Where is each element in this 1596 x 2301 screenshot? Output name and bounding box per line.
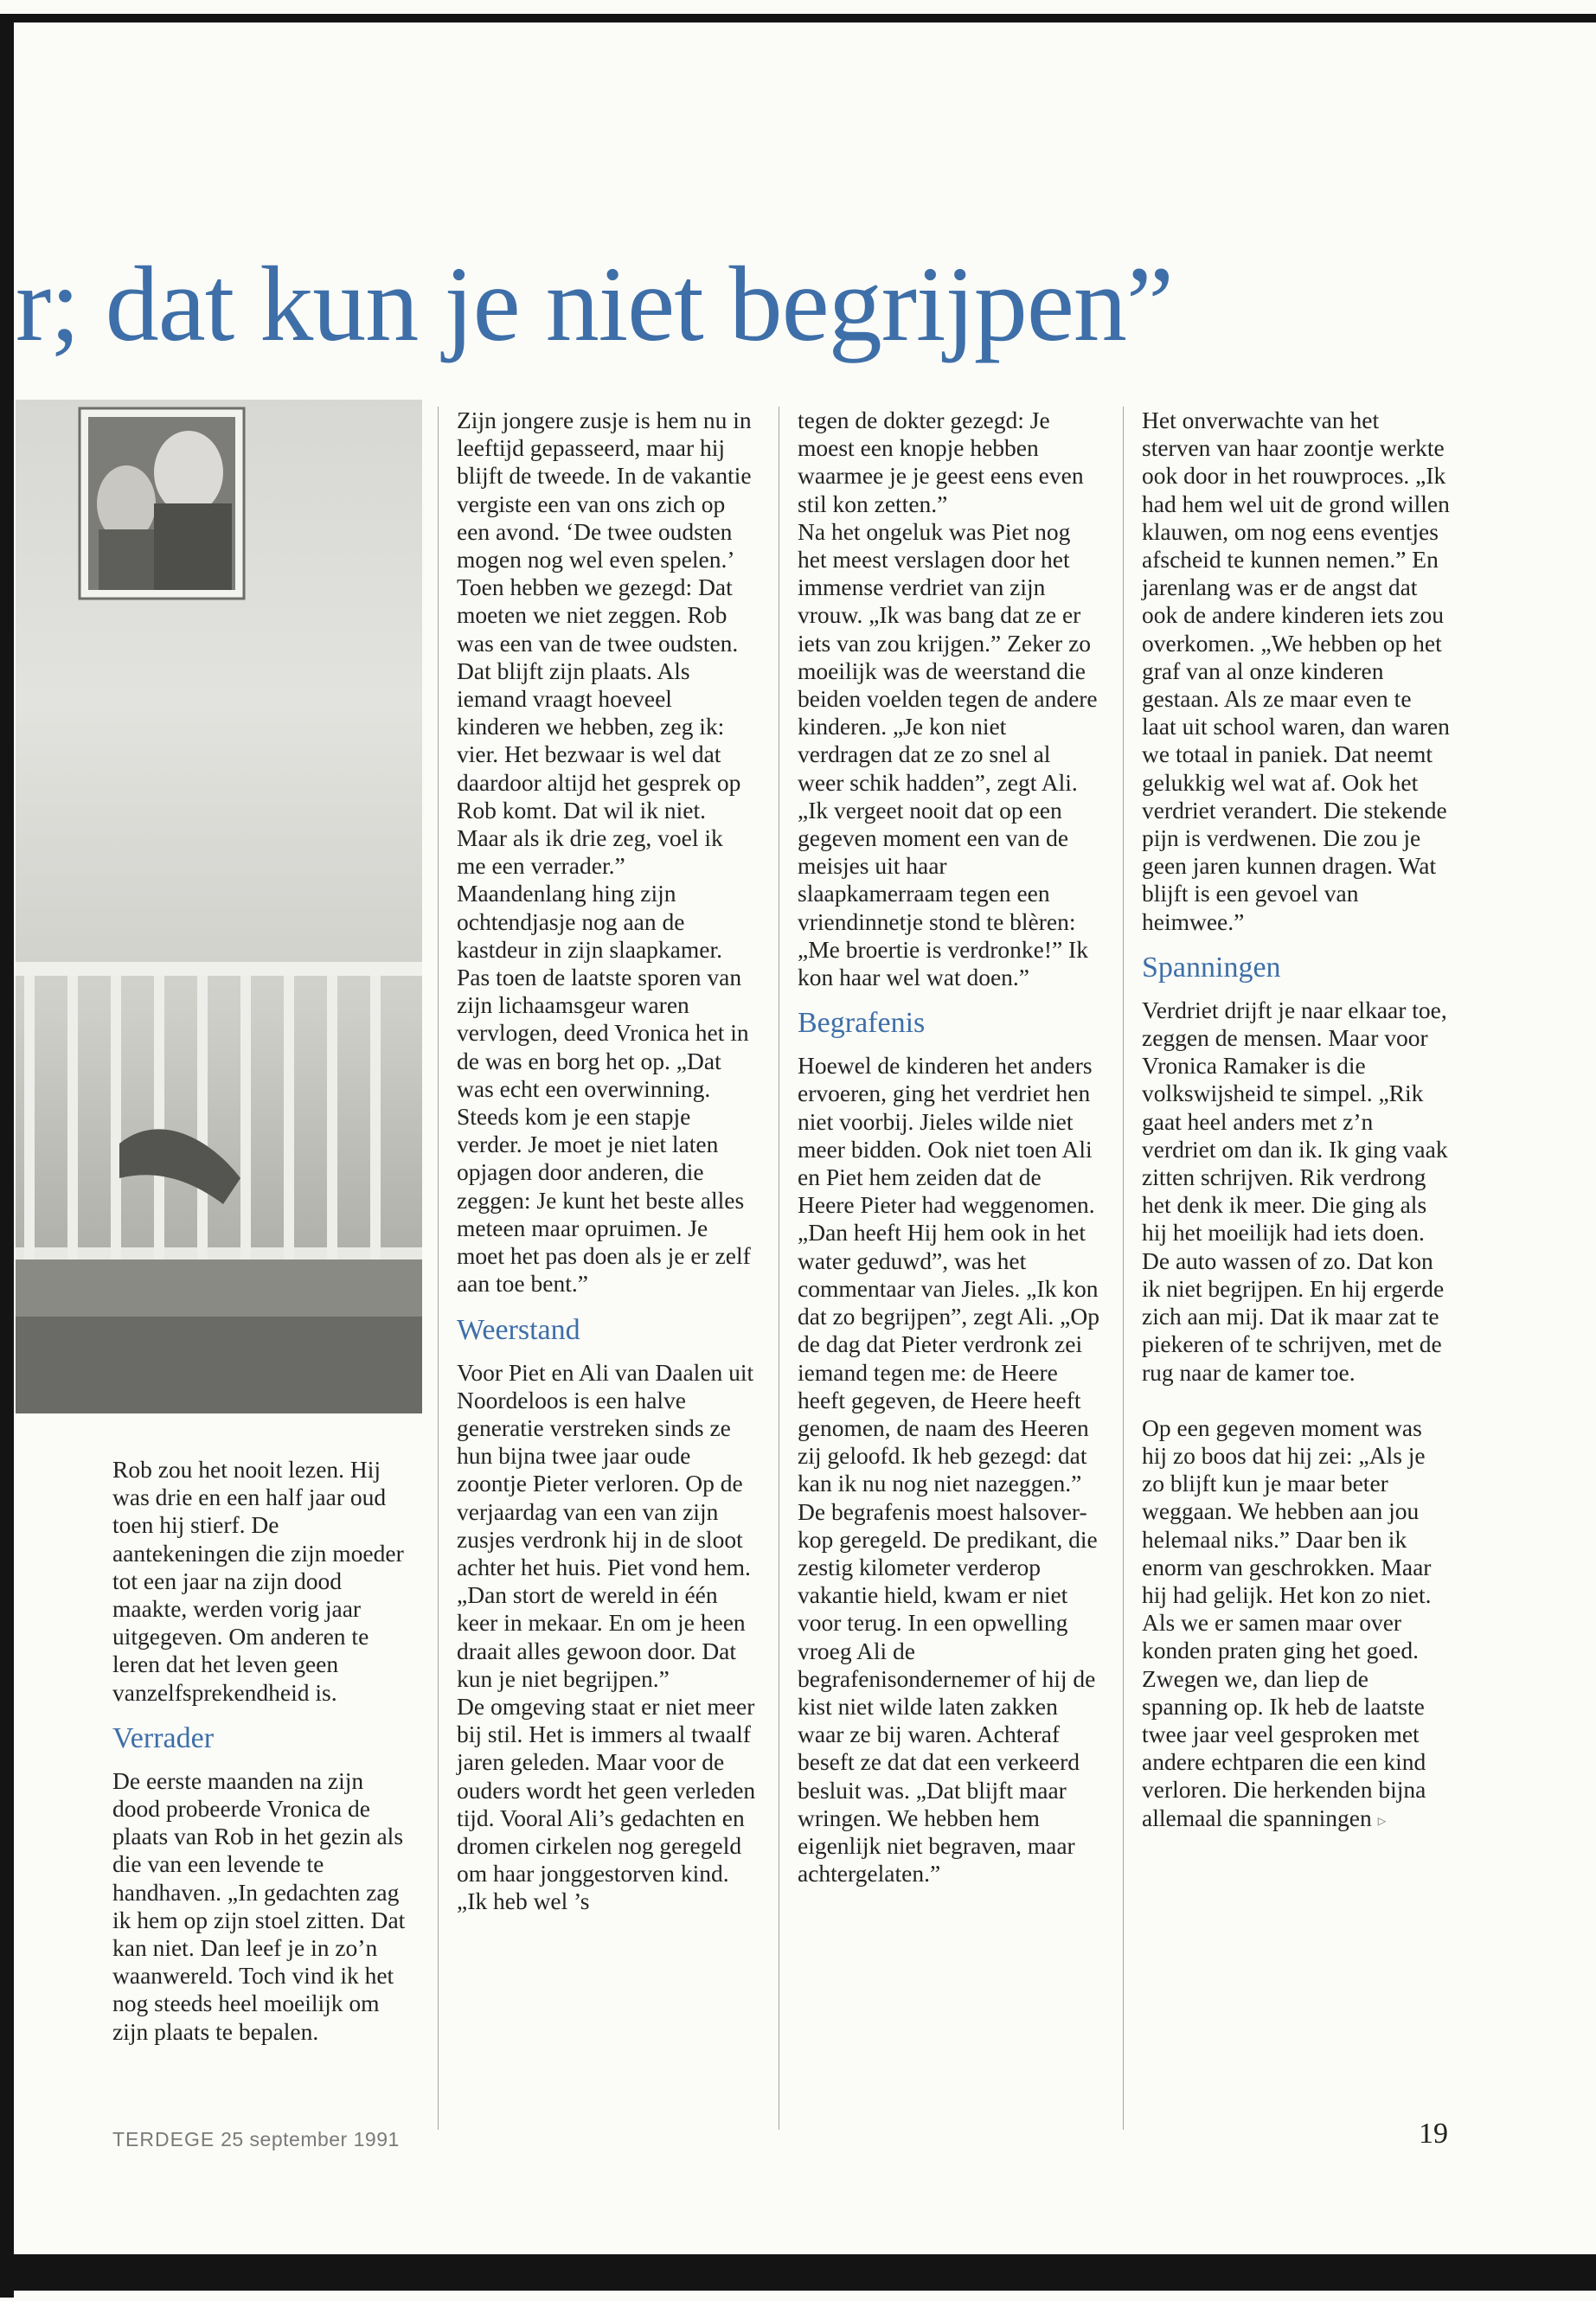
column-1 bbox=[112, 1456, 412, 2046]
paragraph: tegen de dokter gezegd: Je moest een knopje hebben waarmee je je geest eens even stil kon zetten.” bbox=[798, 407, 1084, 517]
paragraph: De begrafenis moest halsover-kop geregeld. De predikant, die zestig kilometer verderop vakantie hield, kwam er niet voor terug. In een opwelling vroeg Ali de begrafenisondernemer of hij de kist niet wilde laten zakken waar ze bij waren. Achteraf beseft ze dat dat een verkeerd besluit was. „Dat blijft maar wringen. We hebben hem eigenlijk niet begraven, maar achtergelaten.” bbox=[798, 1497, 1098, 1888]
left-rule bbox=[0, 14, 14, 2298]
paragraph bbox=[1142, 1414, 1450, 1834]
page-number: 19 bbox=[1419, 2118, 1448, 2150]
paragraph: Voor Piet en Ali van Daalen uit Noordeloos is een halve generatie verstreken sinds ze hun bijna twee jaar oude zoontje Pieter verloren. Op de verjaardag van een van zijn zusjes verdronk hij in de sloot achter het huis. Piet vond hem. „Dan stort de wereld in één keer in mekaar. En om je heen draait alles gewoon door. Dat kun je niet begrijpen.” bbox=[457, 1358, 754, 1692]
continue-arrow-icon: ▹ bbox=[1377, 1809, 1387, 1830]
footer-credit bbox=[112, 2128, 400, 2151]
paragraph: De omgeving staat er niet meer bij stil. Het is immers al twaalf jaren geleden. Maar voor de ouders wordt het geen verleden tijd. Vooral Ali’s gedachten en dromen cirkelen nog geregeld om haar jonggestorven kind. „Ik heb wel ’s bbox=[457, 1692, 756, 1915]
paragraph: Na het ongeluk was Piet nog het meest verslagen door het immense verdriet van zijn vrouw. „Ik was bang dat ze er iets van zou krijgen.” Zeker zo moeilijk was de weerstand die beiden voelden tegen de andere kinderen. „Je kon niet verdragen dat ze zo snel al weer schik hadden”, zegt Ali. „Ik vergeet nooit dat op een gegeven moment een van de meisjes uit haar slaapkamerraam tegen een vriendinnetje stond te blèren: „Me broertie is verdronke!” Ik kon haar wel wat doen.” bbox=[798, 517, 1098, 991]
paragraph: Het onverwachte van het sterven van haar zoontje werkte ook door in het rouwproces. „Ik had hem wel uit de grond willen klauwen, om nog eens eventjes afscheid te kunnen nemen.” En jarenlang was er de angst dat ook de andere kinderen iets zou overkomen. „We hebben op het graf van al onze kinderen gestaan. Als ze maar even te laat uit school waren, dan waren we totaal in paniek. Dat neemt gelukkig wel wat af. Ook het verdriet verandert. Die stekende pijn is verdwenen. Die zou je geen jaren kunnen dragen. Wat blijft is een gevoel van heimwee.” bbox=[1142, 407, 1450, 935]
paragraph: Rob zou het nooit lezen. Hij was drie en een half jaar oud toen hij stierf. De aantekeningen die zijn moeder tot een jaar na zijn dood maakte, werden vorig jaar uitgegeven. Om anderen te leren dat het leven geen vanzelfsprekendheid is. bbox=[112, 1456, 404, 1706]
paragraph: Verdriet drijft je naar elkaar toe, zeggen de mensen. Maar voor Vronica Ramaker is die volkswijsheid te simpel. „Rik gaat heel anders met z’n verdriet om dan ik. Ik ging vaak zitten schrijven. Rik verdrong het denk ik meer. Die ging als hij het moeilijk had iets doen. De auto wassen of zo. Dat kon ik niet begrijpen. En hij ergerde zich aan mij. Dat ik maar zat te piekeren of te schrijven, met de rug naar de kamer toe. bbox=[1142, 996, 1448, 1386]
photo-empty-crib bbox=[16, 400, 422, 1413]
issue-date: 25 september 1991 bbox=[221, 2128, 400, 2150]
headline: r; dat kun je niet begrijpen” bbox=[16, 245, 1173, 363]
paragraph: Maandenlang hing zijn ochtendjasje nog aan de kastdeur in zijn slaapkamer. Pas toen de laatste sporen van zijn lichaamsgeur waren vervlogen, deed Vronica het in de was en borg het op. „Dat was echt een overwinning. Steeds kom je een stapje verder. Je moet je niet laten opjagen door anderen, die zeggen: Je kunt het beste alles meteen maar opruimen. Je moet het pas doen als je er zelf aan toe bent.” bbox=[457, 880, 751, 1298]
paragraph: Zijn jongere zusje is hem nu in leeftijd gepasseerd, maar hij blijft de tweede. In de vakantie vergiste een van ons zich op een avond. ‘De twee oudsten mogen nog wel even spelen.’ Toen hebben we gezegd: Dat moeten we niet zeggen. Rob was een van de twee oudsten. Dat blijft zijn plaats. Als iemand vraagt hoeveel kinderen we hebben, zeg ik: vier. Het bezwaar is wel dat daardoor altijd het gesprek op Rob komt. Dat wil ik niet. Maar als ik drie zeg, voel ik me een verrader.” bbox=[457, 407, 752, 880]
photo-illustration bbox=[16, 400, 422, 1413]
top-rule bbox=[0, 14, 1596, 22]
subhead-begrafenis: Begrafenis bbox=[798, 1007, 926, 1040]
subhead-weerstand: Weerstand bbox=[457, 1313, 580, 1346]
subhead-verrader: Verrader bbox=[112, 1721, 215, 1754]
magazine-name: TERDEGE bbox=[112, 2128, 215, 2150]
paragraph: De eerste maanden na zijn dood probeerde Vronica de plaats van Rob in het gezin als die van een levende te handhaven. „In gedachten zag ik hem op zijn stoel zitten. Dat kan niet. Dan leef je in zo’n waanwereld. Toch vind ik het nog steeds heel moeilijk om zijn plaats te bepalen. bbox=[112, 1766, 406, 2045]
subhead-spanningen: Spanningen bbox=[1142, 951, 1281, 984]
paragraph: Hoewel de kinderen het anders ervoeren, ging het verdriet hen niet voorbij. Jieles wilde niet meer bidden. Ook niet toen Ali en Piet hem zeiden dat de Heere Pieter had weggenomen. „Dan heeft Hij hem ook in het water geduwd”, was het commentaar van Jieles. „Ik kon dat zo begrijpen”, zegt Ali. „Op de dag dat Pieter verdronk zei iemand tegen me: de Heere heeft gegeven, de Heere heeft genomen, de naam des Heeren zij geloofd. Ik heb gezegd: dat kan ik nu nog niet nazeggen.” bbox=[798, 1052, 1099, 1497]
column-2 bbox=[457, 407, 758, 1916]
bottom-rule bbox=[0, 2254, 1596, 2291]
column-rule bbox=[438, 407, 439, 2130]
column-rule bbox=[1123, 407, 1124, 2130]
column-4 bbox=[1142, 407, 1450, 1834]
column-3 bbox=[798, 407, 1102, 1888]
paragraph-text: Op een gegeven moment was hij zo boos dat hij zei: „Als je zo blijft kun je maar beter weggaan. We hebben aan jou helemaal niks.” Daar ben ik enorm van geschrokken. Maar hij had gelijk. Het kon zo niet. Als we er samen maar over konden praten ging het goed. Zwegen we, dan liep de spanning op. Ik heb de laatste twee jaar veel gesproken met andere echtparen die een kind verloren. Die herkenden bijna allemaal die spanningen bbox=[1142, 1413, 1432, 1831]
